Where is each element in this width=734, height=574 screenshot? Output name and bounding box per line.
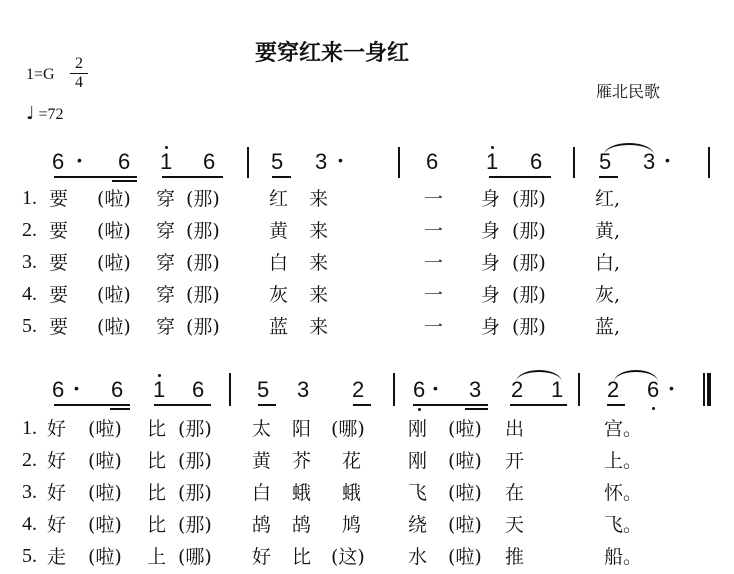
final-bar-thick — [707, 373, 711, 406]
lyric-word: (啦) — [88, 450, 122, 472]
lyric-word: 花 — [342, 450, 362, 472]
lyric-word: (啦) — [97, 316, 131, 338]
lyric-word: 要 — [49, 284, 69, 306]
time-numerator: 2 — [70, 55, 88, 74]
lyric-word: (那) — [186, 188, 220, 210]
lyric-word: 来 — [309, 188, 329, 210]
eighth-beam — [54, 176, 137, 178]
lyric-word: 身 — [481, 316, 501, 338]
lyric-word: 好 — [47, 450, 67, 472]
lyric-word: 鸪 — [252, 514, 272, 536]
lyric-word: 推 — [505, 546, 525, 568]
verse-number: 5. — [22, 545, 37, 567]
lyric-word: 天 — [505, 514, 525, 536]
eighth-beam — [258, 404, 276, 406]
note-low: 6 — [647, 377, 660, 402]
augmentation-dot: • — [433, 380, 438, 396]
note: 6 — [426, 149, 439, 174]
bar-line — [393, 373, 395, 406]
lyric-word: 黄 — [269, 220, 289, 242]
eighth-beam — [54, 404, 130, 406]
composer-credit: 雁北民歌 — [596, 82, 661, 101]
lyric-word: (哪) — [178, 546, 212, 568]
lyric-word: (啦) — [88, 546, 122, 568]
lyric-word: 比 — [292, 546, 312, 568]
lyric-word: 来 — [309, 252, 329, 274]
augmentation-dot: • — [77, 152, 82, 168]
eighth-beam — [154, 404, 211, 406]
note: 1 — [551, 377, 564, 402]
lyric-word: (啦) — [88, 418, 122, 440]
note: 3 — [643, 149, 656, 174]
note: 2 — [607, 377, 620, 402]
lyric-word: 身 — [481, 284, 501, 306]
lyric-word: 出 — [505, 418, 525, 440]
verse-number: 5. — [22, 315, 37, 337]
lyric-word: 水 — [408, 546, 428, 568]
lyric-word: (那) — [512, 220, 546, 242]
lyric-word: 一 — [424, 220, 444, 242]
note: 5 — [271, 149, 284, 174]
lyric-word: (那) — [186, 316, 220, 338]
lyric-word: 刚 — [408, 418, 428, 440]
verse-number: 4. — [22, 513, 37, 535]
lyric-word: 蓝, — [595, 316, 621, 338]
lyric-word: (那) — [178, 514, 212, 536]
lyric-word: 刚 — [408, 450, 428, 472]
note: 2 — [352, 377, 365, 402]
note: 5 — [599, 149, 612, 174]
augmentation-dot: • — [669, 380, 674, 396]
lyric-word: 白 — [269, 252, 289, 274]
lyric-word: (啦) — [97, 284, 131, 306]
time-denominator: 4 — [75, 74, 83, 91]
note: 6 — [111, 377, 124, 402]
note: 6 — [52, 377, 65, 402]
note-high: 1 — [486, 149, 499, 174]
note: 6 — [118, 149, 131, 174]
lyric-word: 白 — [252, 482, 272, 504]
lyric-word: 船。 — [604, 546, 643, 568]
note: 6 — [203, 149, 216, 174]
lyric-word: 一 — [424, 188, 444, 210]
lyric-word: 灰, — [595, 284, 621, 306]
lyric-word: (哪) — [331, 418, 365, 440]
lyric-word: 上 — [147, 546, 167, 568]
verse-number: 2. — [22, 449, 37, 471]
lyric-word: (啦) — [88, 482, 122, 504]
octave-up-dot — [491, 146, 494, 149]
bar-line — [247, 147, 249, 178]
note: 6 — [52, 149, 65, 174]
lyric-word: 比 — [147, 482, 167, 504]
lyric-word: (那) — [512, 284, 546, 306]
lyric-word: 红 — [269, 188, 289, 210]
lyric-word: 鸪 — [292, 514, 312, 536]
sixteenth-beam — [112, 180, 137, 182]
lyric-word: 蛾 — [292, 482, 312, 504]
lyric-word: 灰 — [269, 284, 289, 306]
lyric-word: 黄, — [595, 220, 621, 242]
note: 2 — [511, 377, 524, 402]
bar-line — [398, 147, 400, 178]
note-low: 6 — [413, 377, 426, 402]
note: 3 — [469, 377, 482, 402]
eighth-beam — [489, 176, 551, 178]
lyric-word: (那) — [186, 220, 220, 242]
lyric-word: 蓝 — [269, 316, 289, 338]
note-high: 1 — [160, 149, 173, 174]
eighth-beam — [162, 176, 223, 178]
lyric-word: (啦) — [88, 514, 122, 536]
lyric-word: 要 — [49, 316, 69, 338]
lyric-word: 比 — [147, 418, 167, 440]
lyric-word: (那) — [178, 482, 212, 504]
lyric-word: (那) — [186, 284, 220, 306]
eighth-beam — [353, 404, 371, 406]
lyric-word: 穿 — [156, 220, 176, 242]
verse-number: 1. — [22, 187, 37, 209]
lyric-word: 阳 — [292, 418, 312, 440]
lyric-word: 好 — [47, 482, 67, 504]
lyric-word: (这) — [331, 546, 365, 568]
lyric-word: 黄 — [252, 450, 272, 472]
tempo-marking — [26, 103, 64, 124]
note: 6 — [192, 377, 205, 402]
lyric-word: 蛾 — [342, 482, 362, 504]
sixteenth-beam — [110, 408, 130, 410]
lyric-word: 一 — [424, 284, 444, 306]
lyric-word: 飞。 — [604, 514, 643, 536]
octave-down-dot — [652, 407, 655, 410]
lyric-word: 身 — [481, 220, 501, 242]
note: 3 — [315, 149, 328, 174]
lyric-word: (那) — [178, 418, 212, 440]
quarter-note-icon: ♩ — [26, 103, 35, 124]
verse-number: 2. — [22, 219, 37, 241]
lyric-word: 好 — [47, 514, 67, 536]
lyric-word: (那) — [186, 252, 220, 274]
lyric-word: 来 — [309, 316, 329, 338]
eighth-beam — [607, 404, 625, 406]
lyric-word: 芥 — [292, 450, 312, 472]
lyric-word: 在 — [505, 482, 525, 504]
lyric-word: 飞 — [408, 482, 428, 504]
lyric-word: 来 — [309, 220, 329, 242]
lyric-word: 比 — [147, 450, 167, 472]
eighth-beam — [599, 176, 618, 178]
lyric-word: 穿 — [156, 252, 176, 274]
lyric-word: (啦) — [97, 220, 131, 242]
tempo-value: =72 — [38, 106, 64, 123]
lyric-word: 宫。 — [604, 418, 643, 440]
bar-line — [578, 373, 580, 406]
lyric-word: 穿 — [156, 188, 176, 210]
eighth-beam — [510, 404, 567, 406]
eighth-beam — [272, 176, 291, 178]
lyric-word: 比 — [147, 514, 167, 536]
note: 6 — [530, 149, 543, 174]
verse-number: 1. — [22, 417, 37, 439]
lyric-word: 穿 — [156, 284, 176, 306]
lyric-word: (那) — [512, 188, 546, 210]
lyric-word: 身 — [481, 252, 501, 274]
lyric-word: 白, — [595, 252, 621, 274]
octave-up-dot — [158, 374, 161, 377]
slur-tie — [516, 370, 562, 382]
lyric-word: (啦) — [97, 252, 131, 274]
lyric-word: 来 — [309, 284, 329, 306]
lyric-word: 身 — [481, 188, 501, 210]
lyric-word: 要 — [49, 188, 69, 210]
lyric-word: 太 — [252, 418, 272, 440]
lyric-word: (那) — [178, 450, 212, 472]
key-signature: 1=G — [26, 66, 55, 83]
bar-line — [573, 147, 575, 178]
sixteenth-beam — [465, 408, 488, 410]
lyric-word: 绕 — [408, 514, 428, 536]
lyric-word: 开 — [505, 450, 525, 472]
bar-line — [229, 373, 231, 406]
octave-down-dot — [418, 408, 421, 411]
time-signature — [70, 55, 88, 92]
note-high: 1 — [153, 377, 166, 402]
augmentation-dot: • — [665, 152, 670, 168]
final-bar-thin — [703, 373, 705, 406]
lyric-word: (那) — [512, 316, 546, 338]
verse-number: 4. — [22, 283, 37, 305]
lyric-word: 鸠 — [342, 514, 362, 536]
lyric-word: 走 — [47, 546, 67, 568]
lyric-word: (啦) — [448, 418, 482, 440]
lyric-word: (啦) — [97, 188, 131, 210]
lyric-word: 红, — [595, 188, 621, 210]
bar-line — [708, 147, 710, 178]
eighth-beam — [413, 404, 488, 406]
lyric-word: 要 — [49, 220, 69, 242]
song-title: 要穿红来一身红 — [255, 41, 410, 66]
lyric-word: (啦) — [448, 546, 482, 568]
lyric-word: 要 — [49, 252, 69, 274]
lyric-word: 怀。 — [604, 482, 643, 504]
lyric-word: (啦) — [448, 482, 482, 504]
lyric-word: 好 — [47, 418, 67, 440]
lyric-word: 上。 — [604, 450, 643, 472]
lyric-word: 一 — [424, 252, 444, 274]
augmentation-dot: • — [338, 152, 343, 168]
note: 3 — [297, 377, 310, 402]
lyric-word: (啦) — [448, 450, 482, 472]
augmentation-dot: • — [74, 380, 79, 396]
verse-number: 3. — [22, 251, 37, 273]
lyric-word: 穿 — [156, 316, 176, 338]
octave-up-dot — [165, 146, 168, 149]
verse-number: 3. — [22, 481, 37, 503]
lyric-word: (啦) — [448, 514, 482, 536]
lyric-word: 一 — [424, 316, 444, 338]
lyric-word: (那) — [512, 252, 546, 274]
note: 5 — [257, 377, 270, 402]
lyric-word: 好 — [252, 546, 272, 568]
